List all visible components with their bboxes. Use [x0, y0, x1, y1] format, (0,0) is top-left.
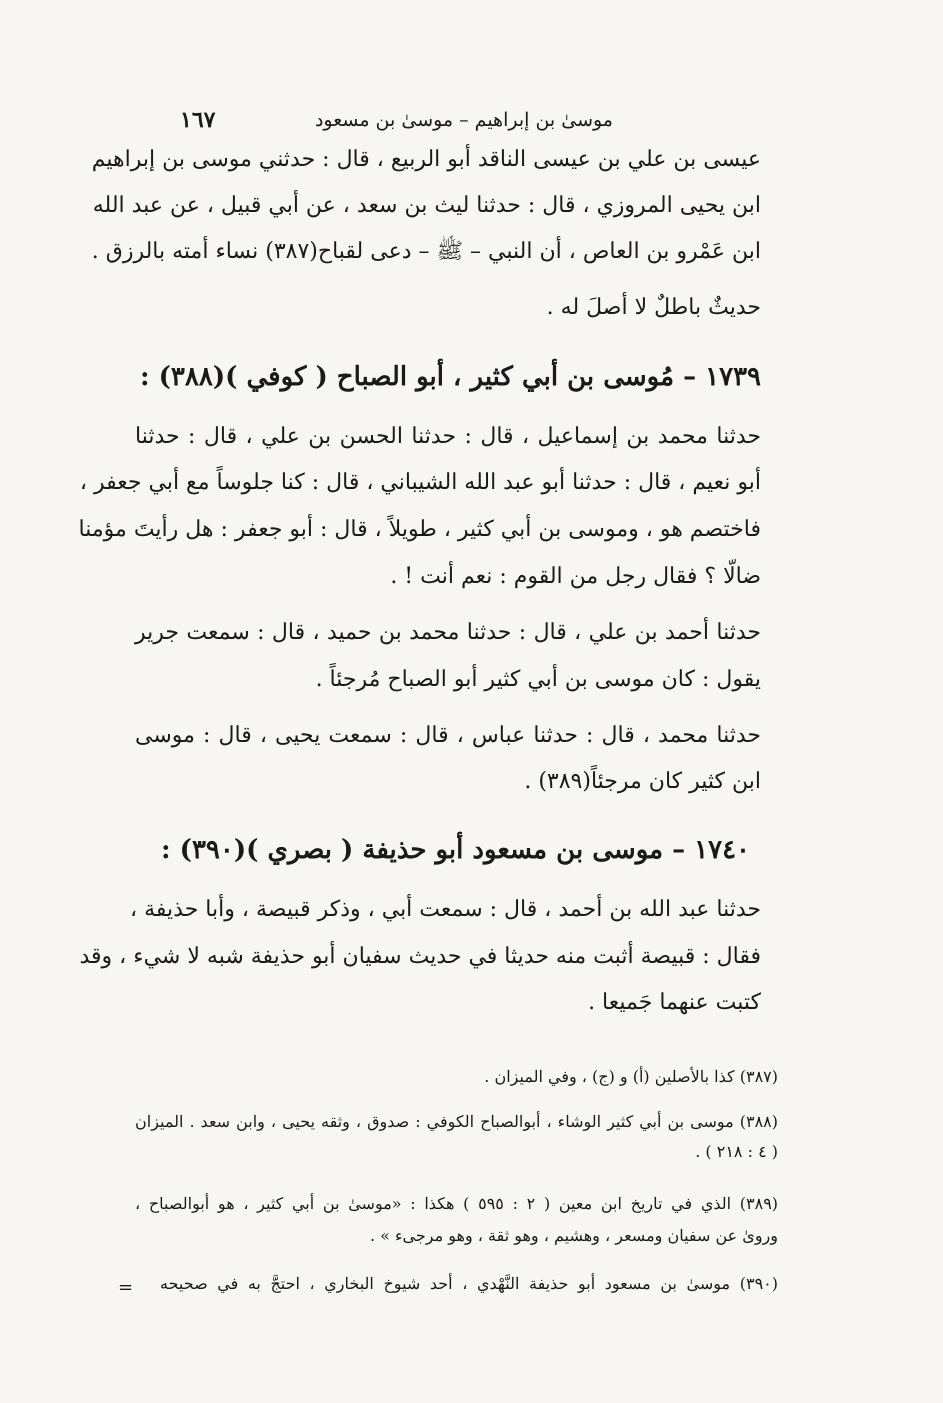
running-title: موسىٰ بن إبراهيم – موسىٰ بن مسعود	[314, 109, 613, 131]
text-line: حدثنا محمد بن إسماعيل ، قال : حدثنا الحسن بن علي ، قال : حدثنا	[135, 424, 761, 449]
text-line: حديثٌ باطلٌ لا أصلَ له .	[546, 295, 761, 320]
text-line: فقال : قبيصة أثبت منه حديثا في حديث سفيان أبو حذيفة شبه لا شيء ، وقد	[79, 944, 761, 969]
text-line: ضالّا ؟ فقال رجل من القوم : نعم أنت ! .	[390, 564, 761, 589]
text-line: حدثنا أحمد بن علي ، قال : حدثنا محمد بن حميد ، قال : سمعت جرير	[135, 620, 761, 645]
footnote-390: (٣٩٠) موسىٰ بن مسعود أبو حذيفة النَّهْدي ، أحد شيوخ البخاري ، احتجَّ به في صحيحه	[160, 1274, 778, 1293]
continuation-mark: =	[118, 1277, 134, 1298]
text-line: فاختصم هو ، وموسى بن أبي كثير ، طويلاً ، قال : أبو جعفر : هل رأيتَ مؤمنا	[78, 517, 761, 542]
page-header	[180, 100, 613, 140]
footnote-387: (٣٨٧) كذا بالأصلين (أ) و (ج) ، وفي الميزان .	[484, 1067, 778, 1086]
text-line: ابن يحيى المروزي ، قال : حدثنا ليث بن سعد ، عن أبي قبيل ، عن عبد الله	[92, 193, 761, 218]
text-line: يقول : كان موسى بن أبي كثير أبو الصباح مُرجئاً .	[315, 667, 761, 692]
text-line: كتبت عنهما جَميعا .	[588, 990, 761, 1015]
text-line: ابن كثير كان مرجئاً(٣٨٩) .	[524, 769, 761, 794]
footnote-388: (٣٨٨) موسى بن أبي كثير الوشاء ، أبوالصباح الكوفي : صدوق ، وثقه يحيى ، وابن سعد . الميزان	[135, 1112, 778, 1131]
footnote-388-cont: ( ٤ : ٢١٨ ) .	[695, 1142, 778, 1161]
text-line: حدثنا محمد ، قال : حدثنا عباس ، قال : سمعت يحيى ، قال : موسى	[135, 723, 761, 748]
text-line-content: ابن عَمْرو بن العاص ، أن النبي – ﷺ – دعى لقباح(٣٨٧) نساء أمته بالرزق .	[91, 239, 761, 264]
text-line: عيسى بن علي بن عيسى الناقد أبو الربيع ، قال : حدثني موسى بن إبراهيم	[91, 147, 761, 172]
entry-heading-1740: ١٧٤٠ – موسى بن مسعود أبو حذيفة ( بصري )(٣٩٠) :	[160, 835, 751, 865]
text-line	[91, 232, 761, 272]
page-number: ١٦٧	[180, 107, 216, 133]
entry-heading-1739: ١٧٣٩ – مُوسى بن أبي كثير ، أبو الصباح ( كوفي )(٣٨٨) :	[139, 362, 761, 392]
footnote-389-cont: وروىٰ عن سفيان ومسعر ، وهشيم ، وهو ثقة ، وهو مرجىء » .	[369, 1226, 778, 1245]
footnote-389: (٣٨٩) الذي في تاريخ ابن معين ( ٢ : ٥٩٥ ) هكذا : «موسىٰ بن أبي كثير ، هو أبوالصباح ،	[135, 1194, 779, 1213]
text-line: أبو نعيم ، قال : حدثنا أبو عبد الله الشيباني ، قال : كنا جلوساً مع أبي جعفر ،	[79, 470, 761, 495]
text-line: حدثنا عبد الله بن أحمد ، قال : سمعت أبي ، وذكر قبيصة ، وأبا حذيفة ،	[130, 897, 761, 922]
